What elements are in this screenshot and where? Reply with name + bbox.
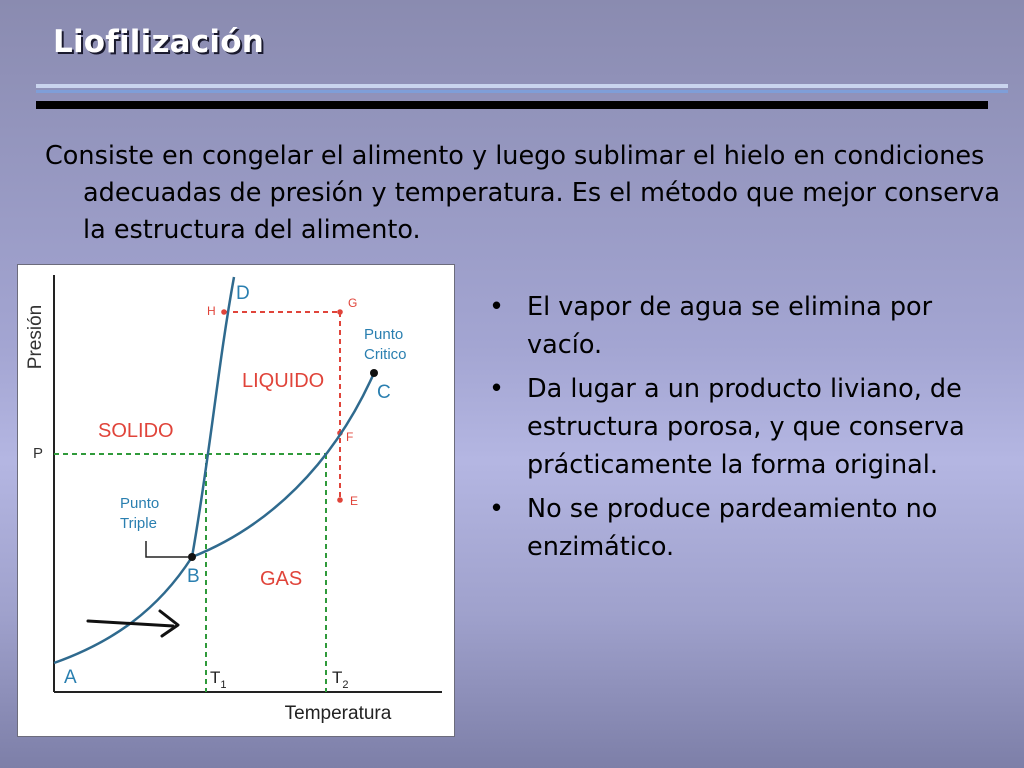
point-d-label: D — [236, 283, 250, 304]
title-rule-light — [36, 84, 1008, 88]
freeze-arrow-shaft — [88, 621, 173, 626]
bullet-text: Da lugar a un producto liviano, de estructura porosa, y que conserva prácticamente la forma original. — [527, 374, 965, 480]
point-g-label: G — [348, 296, 358, 310]
t2-tick-label: $T_2$ — [332, 668, 349, 691]
triple-point-label-2: Triple — [120, 515, 157, 532]
sublimation-curve — [54, 557, 192, 663]
bullet-item — [487, 490, 1007, 566]
title-rule-blue — [36, 90, 1008, 93]
critical-point-label-1: Punto — [364, 326, 404, 343]
title-rule-dark — [36, 101, 988, 109]
bullet-dot: • — [489, 494, 505, 524]
bullet-dot: • — [489, 292, 505, 322]
freeze-arrow-head — [160, 611, 178, 636]
bullet-item — [487, 370, 1007, 484]
triple-point-leader — [146, 541, 188, 557]
vaporization-curve — [192, 373, 374, 557]
point-c-label: C — [377, 382, 391, 403]
fusion-curve — [192, 277, 234, 557]
p-tick-label: P — [33, 445, 44, 462]
point-h-dot — [221, 309, 227, 315]
bullet-text: No se produce pardeamiento no enzimático. — [527, 494, 938, 562]
point-f-label: F — [346, 430, 354, 444]
phase-diagram — [17, 264, 455, 737]
triple-point-label-1: Punto — [120, 495, 160, 512]
region-liquid-label: LIQUIDO — [242, 370, 325, 392]
point-e-label: E — [350, 494, 359, 508]
phase-diagram-svg — [18, 265, 454, 736]
point-e-dot — [337, 497, 343, 503]
bullet-item — [487, 288, 1007, 364]
y-axis-label: Presión — [25, 304, 46, 370]
region-gas-label: GAS — [260, 568, 303, 590]
x-axis-label: Temperatura — [284, 703, 392, 724]
triple-point-dot — [188, 553, 196, 561]
intro-paragraph: Consiste en congelar el alimento y luego sublimar el hielo en condiciones adecuadas de presión y temperatura. Es el método que mejor conserva la estructura del alimento. — [45, 141, 1001, 245]
bullet-list — [487, 288, 1007, 572]
slide-title: Liofilización — [53, 24, 264, 60]
point-a-label: A — [64, 667, 77, 688]
bullet-text: El vapor de agua se elimina por vacío. — [527, 292, 933, 360]
point-b-label: B — [187, 566, 200, 587]
critical-point-label-2: Critico — [364, 346, 407, 363]
critical-point-dot — [370, 369, 378, 377]
point-g-dot — [337, 309, 343, 315]
point-h-label: H — [207, 304, 216, 318]
region-solid-label: SOLIDO — [98, 420, 174, 442]
t1-tick-label: $T_1$ — [210, 668, 227, 691]
bullet-dot: • — [489, 374, 505, 404]
